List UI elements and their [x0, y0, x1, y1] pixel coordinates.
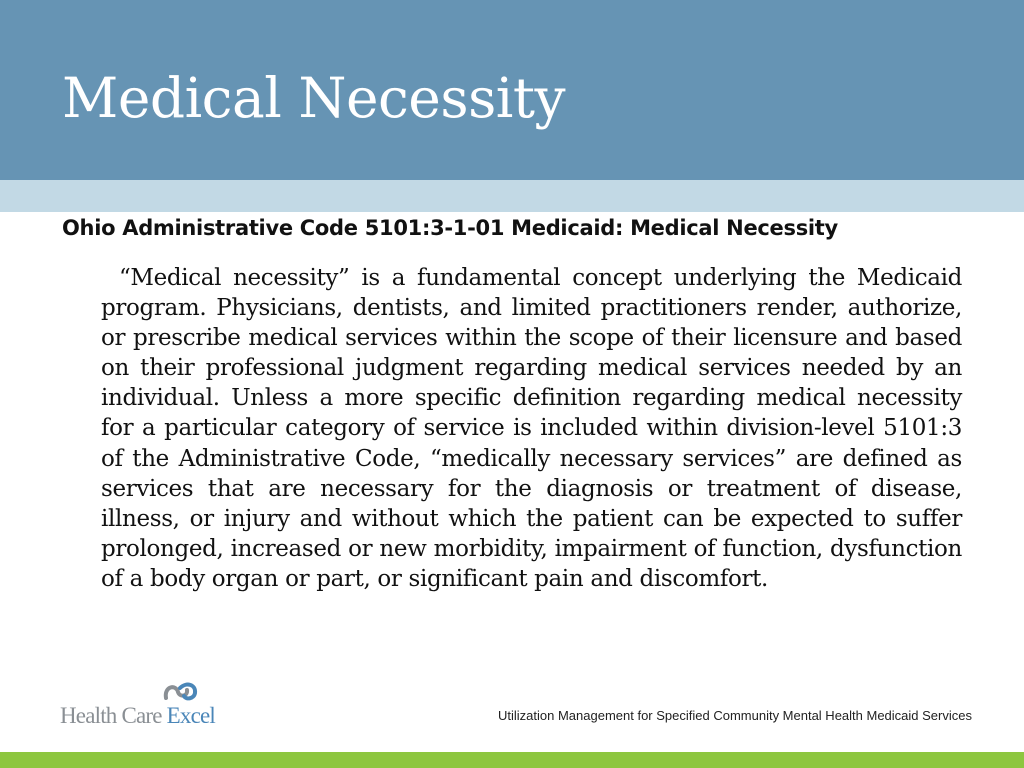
logo-text-health-care: Health Care [60, 703, 167, 728]
company-logo [60, 682, 260, 732]
definition-paragraph: “Medical necessity” is a fundamental concept underlying the Medicaid program. Physicians, dentists, and limited practitioners render, authorize, or prescribe medical services within the scope of their licensure and based on their professional judgment regarding medical services needed by an individual. Unless a more specific definition regarding medical necessity for a particular category of service is included within division-level 5101:3 of the Administrative Code, “medically necessary services” are defined as services that are necessary for the diagnosis or treatment of disease, illness, or injury and without which the patient can be expected to suffer prolonged, increased or new morbidity, impairment of function, dysfunction of a body organ or part, or significant pain and discomfort. [101, 265, 962, 592]
footer-bar [0, 752, 1024, 768]
footer-caption: Utilization Management for Specified Community Mental Health Medicaid Services [498, 708, 972, 723]
slide-title: Medical Necessity [62, 66, 566, 130]
logo-wordmark [60, 703, 215, 729]
health-care-excel-logo-icon [160, 682, 200, 704]
code-heading: Ohio Administrative Code 5101:3-1-01 Medicaid: Medical Necessity [62, 216, 838, 240]
header-accent-band [0, 180, 1024, 212]
logo-text-excel: Excel [166, 703, 215, 728]
